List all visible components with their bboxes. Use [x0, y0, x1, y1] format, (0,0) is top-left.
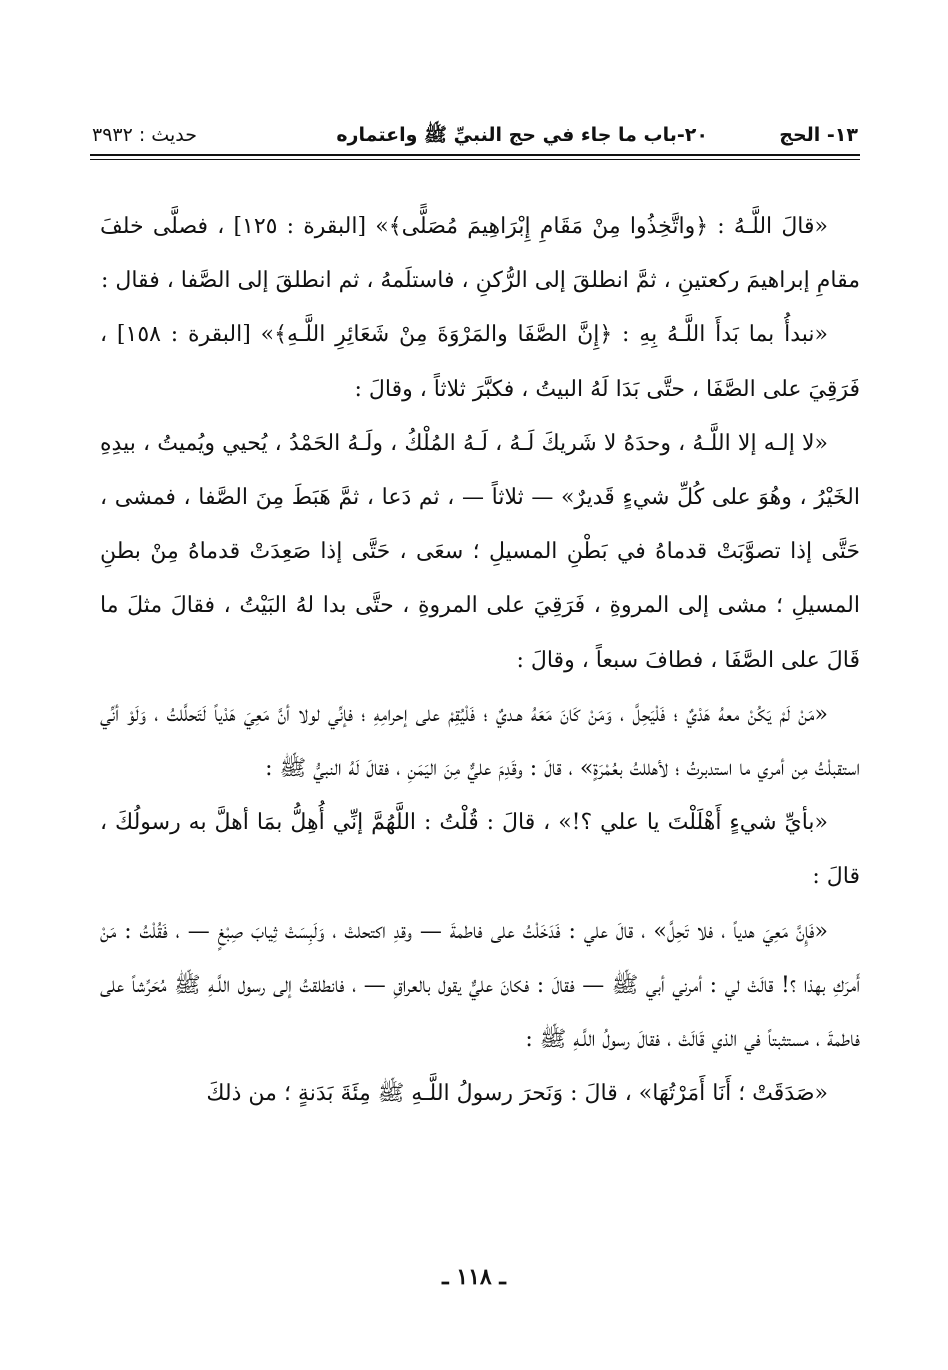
paragraph: «قالَ اللَّـهُ : ﴿واتَّخِذُوا مِنْ مَقَامِ إِبْرَاهِيمَ مُصَلًّى﴾» [البقرة : ١٢٥] ، فصلَّى خلفَ مقامِ إبراهيمَ ركعتينِ ، ثمَّ انطلقَ إلى الرُّكنِ ، فاستلَمهُ ، ثم انطلقَ إلى الصَّفا ، فقال :	[100, 214, 860, 294]
paragraph: «نبدأُ بما بَدأَ اللَّـهُ بِهِ : ﴿إِنَّ الصَّفَا والمَرْوَةَ مِنْ شَعَائِرِ اللَّـهِ﴾» [البقرة : ١٥٨] ، فَرَقِيَ على الصَّفَا ، حتَّى بَدَا لَهُ البيتُ ، فكبَّرَ ثلاثاً ، وقالَ :	[100, 322, 860, 402]
paragraph: «فَإِنَّ مَعِيَ هدياً ، فلا تَحِلَّ» ، قالَ علي : فَدَخَلْتُ على فاطمةَ — وقدِ اكتحلتْ ، وَلَبِسَتْ ثِيابَ صِبْغٍ — ، فَقُلْتُ : مَنْ أَمرَكِ بهذا ؟! قالَتْ لي : أمرني أبي ﷺ — فقالَ : فكانَ عليٌّ يقول بالعراقِ — ، فانطلقتُ إلى رسول اللَّـهِ ﷺ مُحَرِّشاً على فاطمةَ ، مستثبتاً في الذي قَالَتْ ، فقالَ رسولُ اللَّـهِ ﷺ :	[100, 918, 860, 1053]
paragraph: «لا إلـه إلا اللَّـهُ ، وحدَهُ لا شَريكَ لَـهُ ، لَـهُ المُلْكُ ، ولَـهُ الحَمْدُ ، يُحيي ويُميتُ ، بيدِهِ الخَيْرُ ، وهُوَ على كُلِّ شيءٍ قَديرٌ» — ثلاثاً — ، ثم دَعا ، ثمَّ هَبَطَ مِنَ الصَّفا ، فمشى ، حَتَّى إذا تصوَّبَتْ قدماهُ في بَطْنِ المسيلِ ؛ سعَى ، حَتَّى إذا صَعِدَتْ قدماهُ مِنْ بطنِ المسيلِ ؛ مشى إلى المروةِ ، فَرَقِيَ على المروةِ ، حتَّى بدا لهُ البَيْتُ ، فقالَ مثلَ ما قَالَ على الصَّفَا ، فطافَ سبعاً ، وقالَ :	[100, 430, 860, 673]
paragraph: «صَدَقَتْ ؛ أَنَا أَمَرْتُهَا» ، قالَ : وَنَحرَ رسولُ اللَّـهِ ﷺ مِئَةَ بَدَنةٍ ؛ من ذلكَ	[206, 1081, 828, 1107]
main-text	[100, 200, 860, 1121]
paragraph: «مَنْ لَمْ يَكُنْ معهُ هَدْيٌ ؛ فَلْيَحِلَّ ، وَمَنْ كَانَ مَعَهُ هـديٌ ؛ فَلْيُقِمْ على إحرامِهِ ؛ فإنِّي لولا أنَّ مَعِيَ هَدْياً لَتَحلَّلتُ ، وَلَوْ أنِّي استقبلْتُ مِن أمري ما استدبرتُ ؛ لأهللتُ بعُمْرَةٍ» ، قالَ : وقَدِمَ عليٌّ مِنَ اليَمَنِ ، فقالَ لَهُ النبيُّ ﷺ :	[100, 701, 860, 782]
paragraph: «بأيِّ شيءٍ أَهْلَلْتَ يا علي ؟!» ، قالَ : قُلْتُ : اللَّهُمَّ إنِّي أُهِلُّ بمَا أهلَّ به رسولُكَ ، قالَ :	[100, 810, 860, 890]
page-number: ـ ١١٨ ـ	[442, 1264, 506, 1290]
hadith-number: حديث : ٣٩٣٢	[92, 124, 197, 146]
header-divider-thin	[90, 159, 860, 160]
running-header	[92, 120, 858, 150]
section-title: ٢٠-باب ما جاء في حج النبيِّ ﷺ واعتماره	[336, 124, 708, 146]
header-divider	[90, 154, 860, 156]
chapter-title: ١٣- الحج	[779, 124, 858, 146]
